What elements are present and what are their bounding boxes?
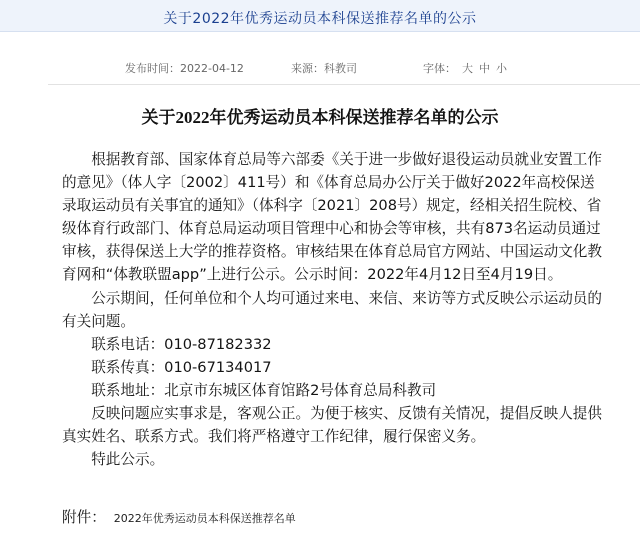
- attachment-label: 附件：: [62, 509, 106, 526]
- paragraph-feedback: 反映问题应实事求是，客观公正。为便于核实、反馈有关情况，提倡反映人提供真实姓名、联系方式。我们将严格遵守工作纪律，履行保密义务。: [62, 405, 602, 446]
- article-body: [62, 148, 602, 471]
- source: 来源：科教司: [291, 62, 357, 75]
- contact-phone: 联系电话：010-87182332: [91, 335, 272, 353]
- closing-text: 特此公示。: [91, 451, 165, 469]
- contact-address: 联系地址：北京市东城区体育馆路2号体育总局科教司: [91, 381, 437, 399]
- font-size-controls: [423, 60, 507, 76]
- attachment-link[interactable]: 2022年优秀运动员本科保送推荐名单: [113, 512, 296, 525]
- font-size-medium[interactable]: 中: [479, 62, 490, 75]
- contact-fax: 联系传真：010-67134017: [91, 358, 272, 376]
- title-bar: [0, 0, 640, 32]
- divider: [48, 84, 640, 85]
- font-size-label: 字体：: [423, 62, 456, 75]
- attachment-row: [62, 506, 296, 527]
- paragraph-main: 根据教育部、国家体育总局等六部委《关于进一步做好退役运动员就业安置工作的意见》（体人字〔2002〕411号）和《体育总局办公厅关于做好2022年高校保送录取运动员有关事宜的通知》（体科字〔2021〕208号）规定，经相关招生院校、省级体育行政部门、体育总局运动项目管理中心和协会等审核，共有873名运动员通过审核，获得保送上大学的推荐资格。审核结果在体育总局官方网站、中国运动文化教育网和“体教联盟app”上进行公示。公示时间：2022年4月12日至4月19日。: [62, 151, 602, 284]
- paragraph-period: 公示期间，任何单位和个人均可通过来电、来信、来访等方式反映公示运动员的有关问题。: [62, 289, 602, 330]
- font-size-large[interactable]: 大: [462, 62, 473, 75]
- publish-date: 发布时间：2022-04-12: [125, 62, 244, 75]
- font-size-small[interactable]: 小: [496, 62, 507, 75]
- meta-row: [0, 60, 640, 80]
- banner-title: 关于2022年优秀运动员本科保送推荐名单的公示: [163, 11, 477, 27]
- article-title: 关于2022年优秀运动员本科保送推荐名单的公示: [141, 108, 499, 127]
